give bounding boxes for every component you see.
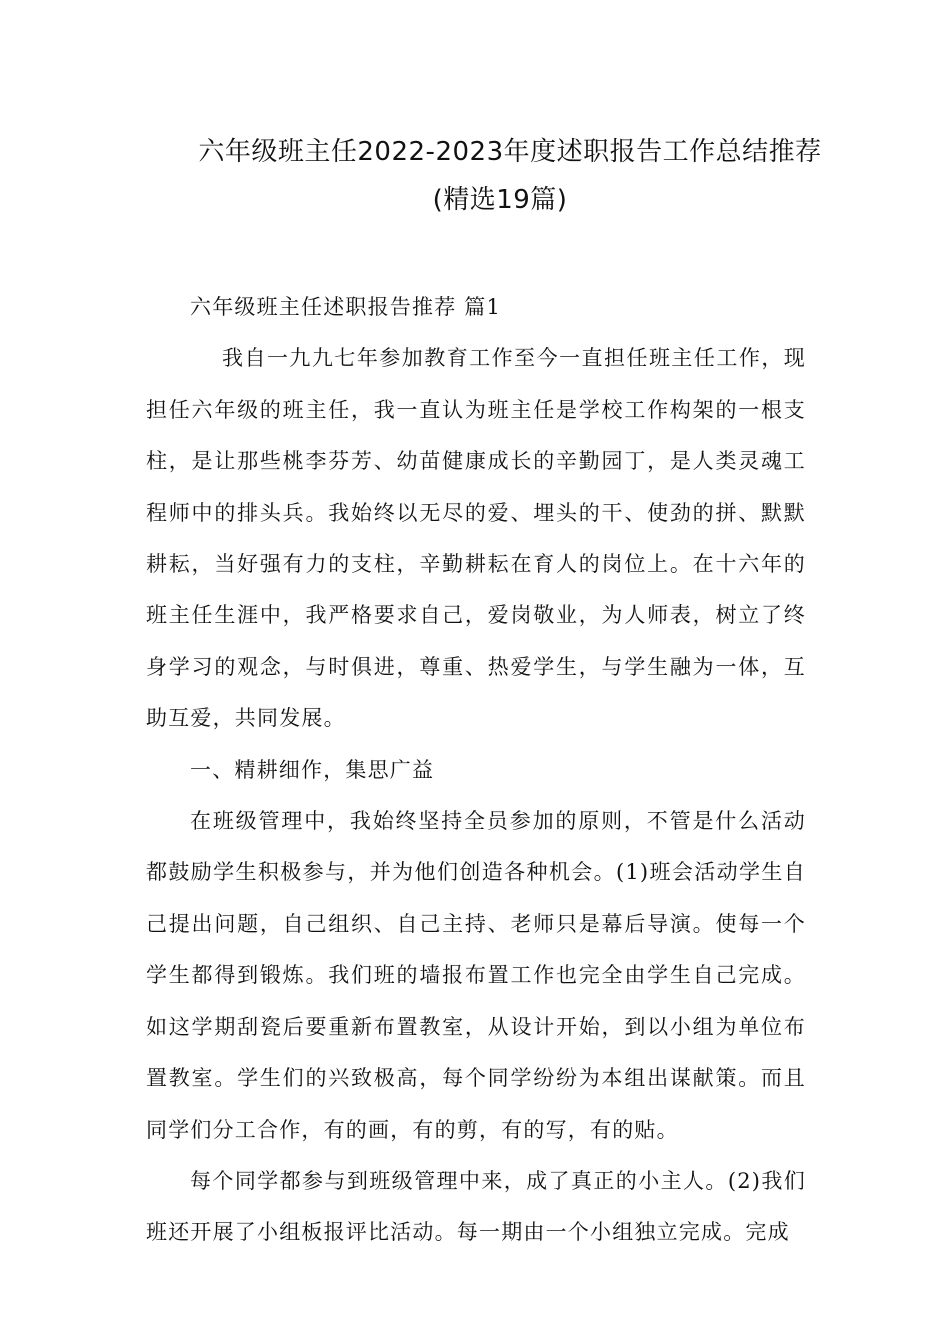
paragraph-3: 每个同学都参与到班级管理中来，成了真正的小主人。(2)我们班还开展了小组板报评比活动。每一期由一个小组独立完成。完成 (146, 1168, 806, 1245)
section-subtitle: 六年级班主任述职报告推荐 篇1 (190, 295, 502, 319)
title-line-1: 六年级班主任2022-2023年度述职报告工作总结推荐 (198, 137, 822, 167)
document-body (146, 282, 806, 1259)
document-title (150, 128, 850, 224)
title-line-2: (精选19篇) (432, 185, 568, 215)
paragraph-2: 在班级管理中，我始终坚持全员参加的原则，不管是什么活动都鼓励学生积极参与，并为他们创造各种机会。(1)班会活动学生自己提出问题，自己组织、自己主持、老师只是幕后导演。使每一个学生都得到锻炼。我们班的墙报布置工作也完全由学生自己完成。如这学期刮瓷后要重新布置教室，从设计开始，到以小组为单位布置教室。学生们的兴致极高，每个同学纷纷为本组出谋献策。而且同学们分工合作，有的画，有的剪，有的写，有的贴。 (146, 809, 806, 1142)
section-heading: 一、精耕细作，集思广益 (190, 757, 435, 782)
paragraph-1: 我自一九九七年参加教育工作至今一直担任班主任工作，现担任六年级的班主任，我一直认为班主任是学校工作构架的一根支柱，是让那些桃李芬芳、幼苗健康成长的辛勤园丁，是人类灵魂工程师中的排头兵。我始终以无尽的爱、埋头的干、使劲的拼、默默耕耘，当好强有力的支柱，辛勤耕耘在育人的岗位上。在十六年的班主任生涯中，我严格要求自己，爱岗敬业，为人师表，树立了终身学习的观念，与时俱进，尊重、热爱学生，与学生融为一体，互助互爱，共同发展。 (146, 346, 806, 731)
